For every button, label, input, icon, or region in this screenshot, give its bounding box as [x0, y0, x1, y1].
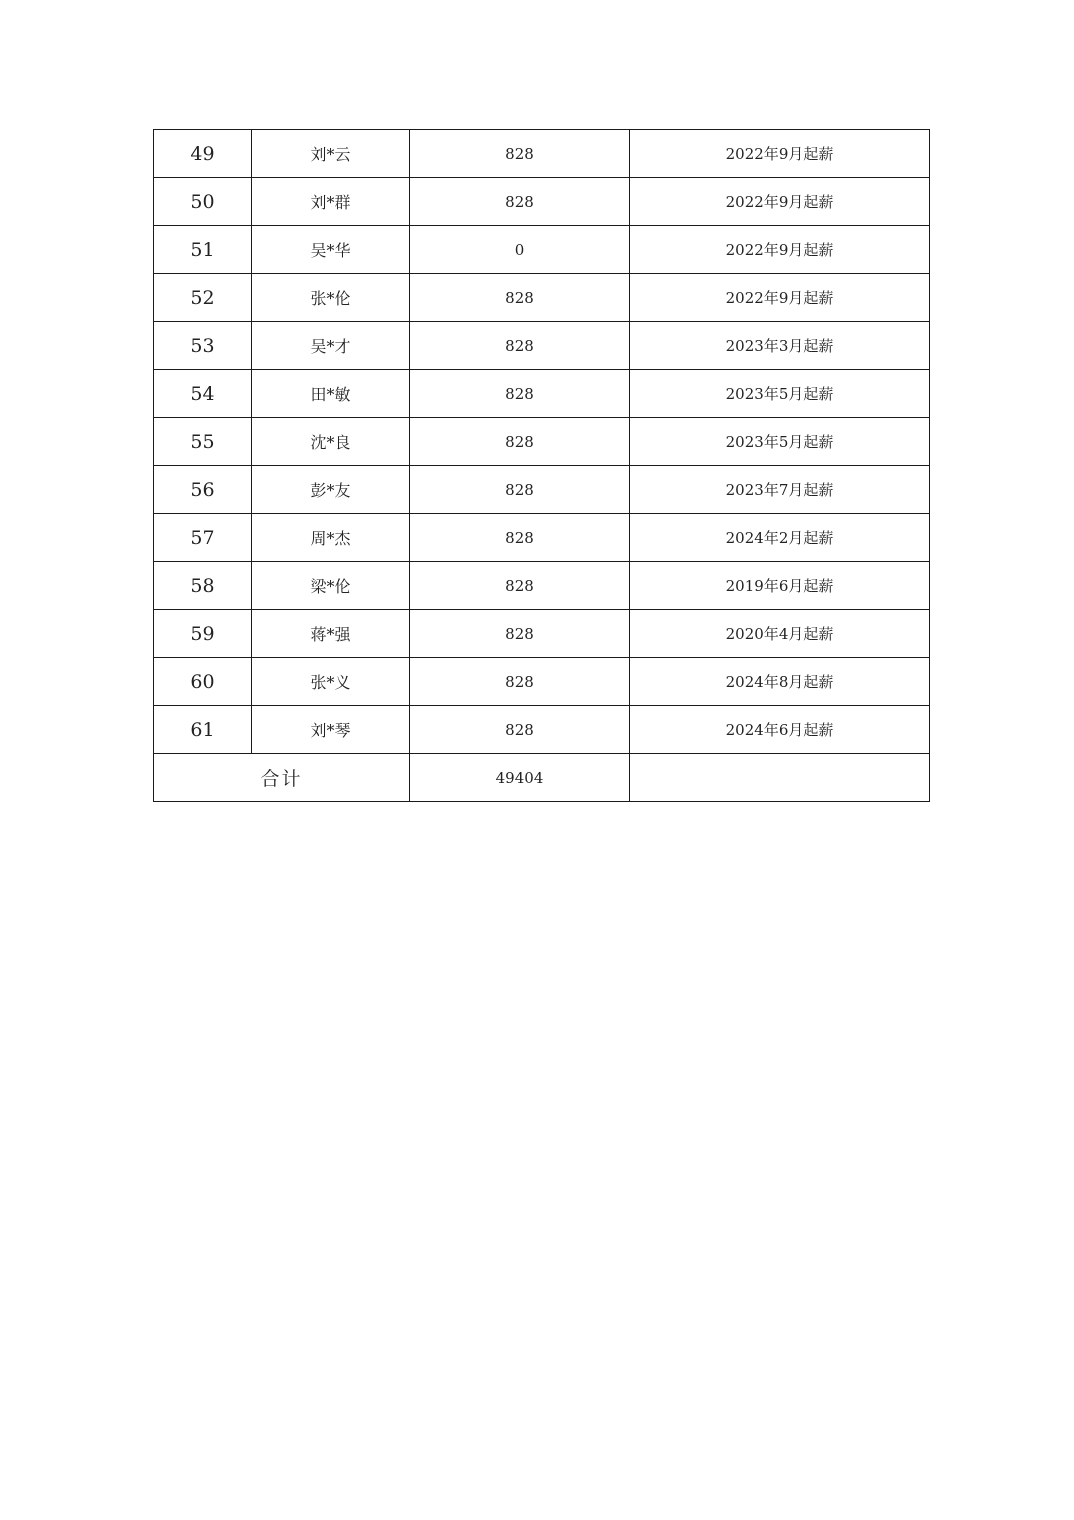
- row-number: 58: [154, 562, 252, 610]
- row-number: 51: [154, 226, 252, 274]
- person-name: 吴*华: [252, 226, 410, 274]
- row-number: 55: [154, 418, 252, 466]
- row-number: 50: [154, 178, 252, 226]
- table-row: [154, 370, 930, 418]
- start-date-note: 2024年6月起薪: [630, 706, 930, 754]
- amount: 828: [410, 706, 630, 754]
- person-name: 刘*群: [252, 178, 410, 226]
- person-name: 吴*才: [252, 322, 410, 370]
- amount: 828: [410, 178, 630, 226]
- row-number: 54: [154, 370, 252, 418]
- table-row: [154, 562, 930, 610]
- person-name: 蒋*强: [252, 610, 410, 658]
- amount: 828: [410, 130, 630, 178]
- row-number: 56: [154, 466, 252, 514]
- start-date-note: 2022年9月起薪: [630, 226, 930, 274]
- person-name: 彭*友: [252, 466, 410, 514]
- start-date-note: 2022年9月起薪: [630, 130, 930, 178]
- amount: 828: [410, 370, 630, 418]
- row-number: 59: [154, 610, 252, 658]
- row-number: 61: [154, 706, 252, 754]
- start-date-note: 2022年9月起薪: [630, 274, 930, 322]
- table-body: [154, 130, 930, 802]
- person-name: 周*杰: [252, 514, 410, 562]
- start-date-note: 2019年6月起薪: [630, 562, 930, 610]
- amount: 828: [410, 658, 630, 706]
- row-number: 49: [154, 130, 252, 178]
- amount: 0: [410, 226, 630, 274]
- total-note: [630, 754, 930, 802]
- total-label: 合计: [154, 754, 410, 802]
- row-number: 53: [154, 322, 252, 370]
- table-row: [154, 130, 930, 178]
- amount: 828: [410, 610, 630, 658]
- start-date-note: 2023年3月起薪: [630, 322, 930, 370]
- start-date-note: 2023年5月起薪: [630, 370, 930, 418]
- table-row: [154, 322, 930, 370]
- amount: 828: [410, 466, 630, 514]
- amount: 828: [410, 418, 630, 466]
- person-name: 刘*云: [252, 130, 410, 178]
- person-name: 张*伦: [252, 274, 410, 322]
- table-row: [154, 178, 930, 226]
- start-date-note: 2023年5月起薪: [630, 418, 930, 466]
- amount: 828: [410, 514, 630, 562]
- row-number: 60: [154, 658, 252, 706]
- start-date-note: 2024年2月起薪: [630, 514, 930, 562]
- person-name: 刘*琴: [252, 706, 410, 754]
- row-number: 52: [154, 274, 252, 322]
- subsidy-table: [153, 129, 930, 802]
- table-row: [154, 706, 930, 754]
- amount: 828: [410, 322, 630, 370]
- start-date-note: 2023年7月起薪: [630, 466, 930, 514]
- table-row: [154, 658, 930, 706]
- amount: 828: [410, 562, 630, 610]
- person-name: 张*义: [252, 658, 410, 706]
- total-amount: 49404: [410, 754, 630, 802]
- start-date-note: 2024年8月起薪: [630, 658, 930, 706]
- amount: 828: [410, 274, 630, 322]
- total-row: [154, 754, 930, 802]
- table-row: [154, 610, 930, 658]
- table-row: [154, 514, 930, 562]
- person-name: 田*敏: [252, 370, 410, 418]
- start-date-note: 2022年9月起薪: [630, 178, 930, 226]
- table-row: [154, 226, 930, 274]
- start-date-note: 2020年4月起薪: [630, 610, 930, 658]
- person-name: 沈*良: [252, 418, 410, 466]
- person-name: 梁*伦: [252, 562, 410, 610]
- row-number: 57: [154, 514, 252, 562]
- table-row: [154, 466, 930, 514]
- table-row: [154, 418, 930, 466]
- table-row: [154, 274, 930, 322]
